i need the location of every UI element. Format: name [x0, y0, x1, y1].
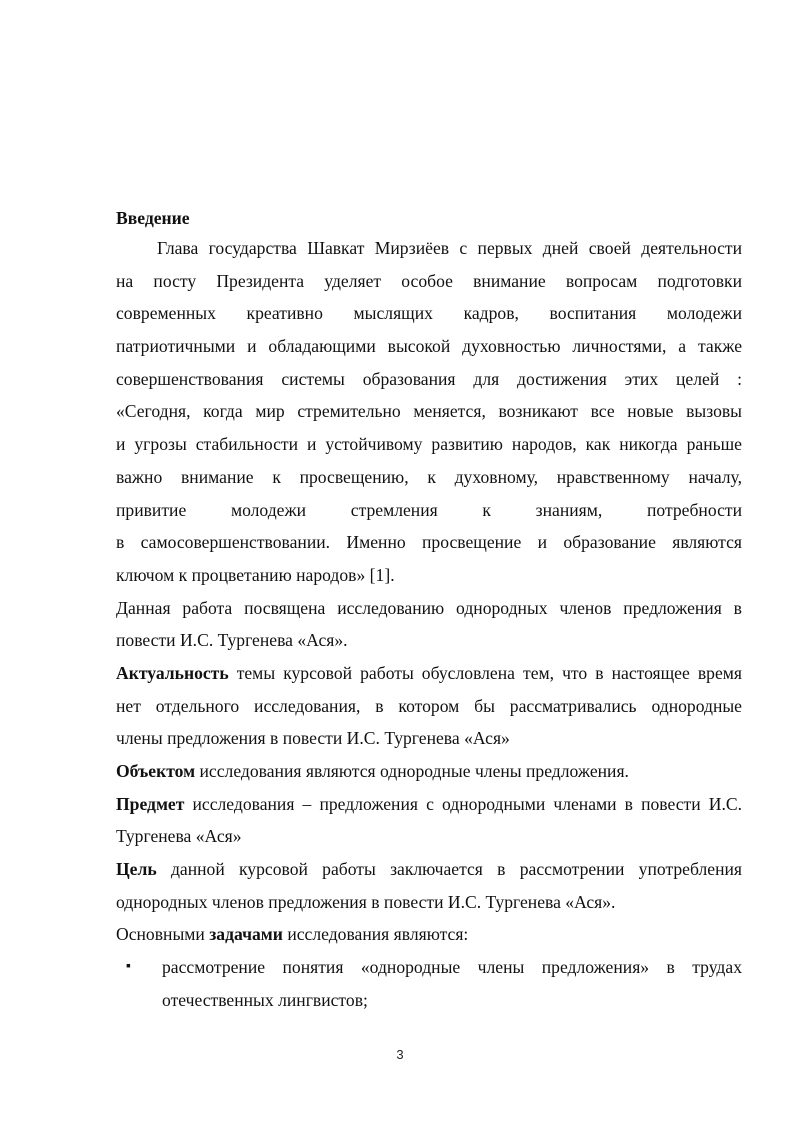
list-item — [116, 951, 742, 1016]
paragraph-line: привитие молодежи стремления к знаниям, потребности — [116, 499, 742, 520]
paragraph-line: совершенствования системы образования для достижения этих целей : — [116, 368, 742, 389]
list-item-line — [116, 951, 742, 984]
goal-paragraph — [116, 853, 742, 918]
bullet-icon: ▪ — [126, 959, 131, 975]
subject-text: исследования – предложения с однородными членами в повести И.С. — [184, 793, 742, 814]
tasks-term: задачами — [209, 924, 283, 945]
object-paragraph — [116, 755, 742, 788]
paragraph-line: патриотичными и обладающими высокой духовностью личностями, а также — [116, 336, 742, 357]
intro-paragraph — [116, 232, 742, 592]
relevance-text: темы курсовой работы обусловлена тем, что в настоящее время — [228, 662, 742, 683]
paragraph-line: Тургенева «Ася» — [116, 826, 242, 847]
paragraph-line: повести И.С. Тургенева «Ася». — [116, 630, 348, 651]
paragraph-line: важно внимание к просвещению, к духовному, нравственному началу, — [116, 466, 742, 487]
paragraph-line: на посту Президента уделяет особое внимание вопросам подготовки — [116, 270, 742, 291]
paragraph-line: нет отдельного исследования, в котором бы рассматривались однородные — [116, 695, 742, 716]
subject-term: Предмет — [116, 793, 185, 814]
subject-paragraph — [116, 788, 742, 853]
paragraph-line: «Сегодня, когда мир стремительно меняется, возникают все новые вызовы — [116, 401, 742, 422]
goal-text: данной курсовой работы заключается в рассмотрении употребления — [156, 859, 742, 880]
tasks-prefix: Основными — [116, 924, 210, 945]
tasks-suffix: исследования являются: — [282, 924, 469, 945]
relevance-paragraph — [116, 657, 742, 755]
paragraph-line: однородных членов предложения в повести И.С. Тургенева «Ася». — [116, 891, 616, 912]
work-paragraph — [116, 592, 742, 657]
page-number: 3 — [396, 1047, 404, 1062]
list-item-text: рассмотрение понятия «однородные члены предложения» в трудах — [162, 957, 742, 978]
list-item-line: отечественных лингвистов; — [162, 989, 368, 1010]
object-text: исследования являются однородные члены предложения. — [195, 761, 629, 781]
paragraph-line: современных креативно мыслящих кадров, воспитания молодежи — [116, 303, 742, 324]
page-body — [116, 204, 742, 1017]
relevance-term: Актуальность — [116, 662, 229, 683]
paragraph-line — [116, 853, 742, 886]
section-heading: Введение — [116, 208, 190, 228]
tasks-intro — [116, 918, 742, 951]
paragraph-line: Данная работа посвящена исследованию однородных членов предложения в — [116, 597, 742, 618]
paragraph-line: ключом к процветанию народов» [1]. — [116, 564, 395, 585]
object-term: Объектом — [116, 761, 196, 781]
paragraph-line: в самосовершенствовании. Именно просвещение и образование являются — [116, 532, 742, 553]
paragraph-line: члены предложения в повести И.С. Тургенева «Ася» — [116, 728, 510, 749]
paragraph-line — [116, 788, 742, 821]
paragraph-line: и угрозы стабильности и устойчивому развитию народов, как никогда раньше — [116, 434, 742, 455]
goal-term: Цель — [116, 859, 157, 880]
paragraph-line — [116, 657, 742, 690]
tasks-list — [116, 951, 742, 1016]
paragraph-line: Глава государства Шавкат Мирзиёев с первых дней своей деятельности — [157, 238, 742, 258]
